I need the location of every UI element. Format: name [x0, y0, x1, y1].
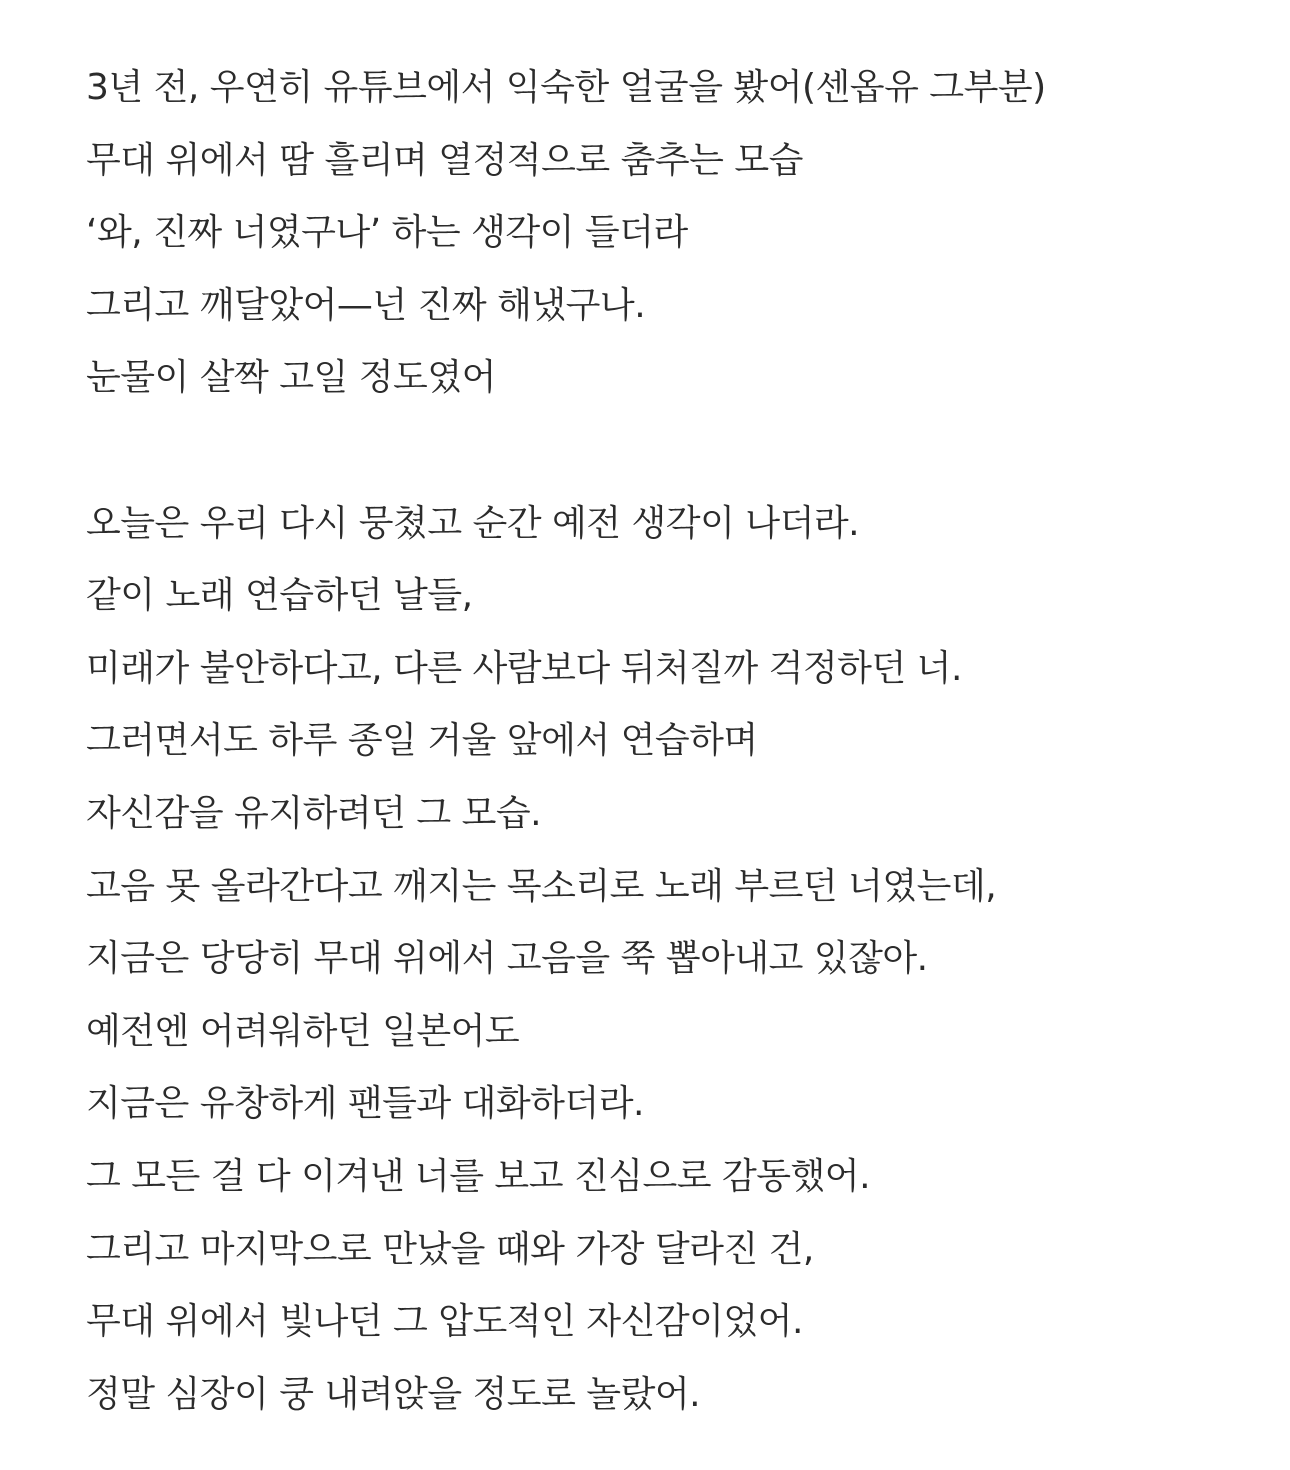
text-line: 그리고 마지막으로 만났을 때와 가장 달라진 건,: [86, 1228, 814, 1270]
text-line: 그러면서도 하루 종일 거울 앞에서 연습하며: [86, 720, 758, 762]
text-line: 고음 못 올라간다고 깨지는 목소리로 노래 부르던 너였는데,: [86, 865, 997, 907]
text-line: 지금은 유창하게 팬들과 대화하더라.: [86, 1083, 644, 1125]
letter-text: [86, 58, 1236, 1437]
text-line: 그리고 깨달았어—넌 진짜 해냈구나.: [86, 284, 646, 326]
text-line: 오늘은 우리 다시 뭉쳤고 순간 예전 생각이 나더라.: [86, 502, 860, 544]
text-line: 지금은 당당히 무대 위에서 고음을 쭉 뽑아내고 있잖아.: [86, 938, 928, 980]
text-line: ‘와, 진짜 너였구나’ 하는 생각이 들더라: [86, 212, 688, 254]
text-line: 3년 전, 우연히 유튜브에서 익숙한 얼굴을 봤어(센옵유 그부분): [86, 67, 1046, 108]
text-line: 자신감을 유지하려던 그 모습.: [86, 792, 542, 834]
text-line: 예전엔 어려워하던 일본어도: [86, 1010, 520, 1052]
text-line: 그 모든 걸 다 이겨낸 너를 보고 진심으로 감동했어.: [86, 1155, 871, 1197]
paragraph-1: [86, 58, 1236, 421]
text-line: 같이 노래 연습하던 날들,: [86, 575, 473, 617]
text-line: 무대 위에서 빛나던 그 압도적인 자신감이었어.: [86, 1301, 803, 1343]
text-line: 미래가 불안하다고, 다른 사람보다 뒤처질까 걱정하던 너.: [86, 647, 962, 689]
text-line: 정말 심장이 쿵 내려앉을 정도로 놀랐어.: [86, 1373, 701, 1415]
text-line: 눈물이 살짝 고일 정도였어: [86, 357, 496, 399]
paragraph-2: [86, 494, 1236, 1438]
text-line: 무대 위에서 땀 흘리며 열정적으로 춤추는 모습: [86, 139, 803, 181]
